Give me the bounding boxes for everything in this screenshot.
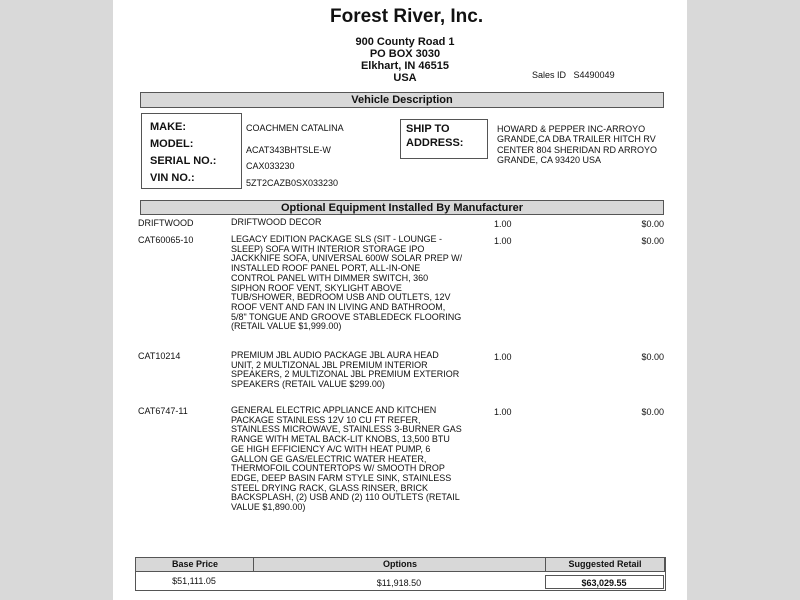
vin-value: 5ZT2CAZB0SX033230	[246, 178, 339, 188]
base-price-value: $51,111.05	[172, 576, 216, 586]
item-code: CAT6747-11	[138, 406, 188, 416]
address-label: ADDRESS:	[406, 137, 464, 149]
item-qty: 1.00	[494, 236, 512, 246]
options-header: Options	[253, 557, 547, 572]
retail-value-box	[545, 575, 664, 589]
model-label: MODEL:	[150, 138, 194, 150]
item-code: DRIFTWOOD	[138, 218, 194, 228]
item-description: LEGACY EDITION PACKAGE SLS (SIT - LOUNGE - SLEEP) SOFA WITH INTERIOR STORAGE IPO JACKKNIFE SOFA, UNIVERSAL 600W SOLAR PREP W/ INSTALLED ROOF PANEL PORT, ALL-IN-ONE CONTROL PANEL WITH DIMMER SWITCH, 360 SIPHON ROOF VENT, SKYLIGHT ABOVE TUB/SHOWER, BEDROOM USB AND OUTLETS, 12V ROOF VENT AND FAN IN LIVING AND BATHROOM, 5/8" TONGUE AND GROOVE STABLEDECK FLOORING (RETAIL VALUE $1,999.00)	[231, 234, 463, 332]
item-description: PREMIUM JBL AUDIO PACKAGE JBL AURA HEAD UNIT, 2 MULTIZONAL JBL PREMIUM INTERIOR SPEAKERS, 2 MULTIZONAL JBL PREMIUM EXTERIOR SPEAKERS (RETAIL VALUE $299.00)	[231, 350, 460, 390]
address-line-3: Elkhart, IN 46515	[360, 60, 450, 72]
options-value: $11,918.50	[376, 578, 422, 588]
serial-label: SERIAL NO.:	[150, 155, 217, 167]
serial-value: CAX033230	[246, 161, 295, 171]
address-line-4: USA	[393, 72, 417, 84]
ship-to-label: SHIP TO	[406, 123, 450, 135]
item-price: $0.00	[641, 236, 664, 246]
item-qty: 1.00	[494, 407, 512, 417]
sales-id-value: S4490049	[573, 70, 615, 80]
item-price: $0.00	[641, 407, 664, 417]
make-value: COACHMEN CATALINA	[246, 123, 344, 133]
item-price: $0.00	[641, 219, 664, 229]
item-qty: 1.00	[494, 219, 512, 229]
suggested-retail-value: $63,029.55	[581, 578, 627, 588]
make-label: MAKE:	[150, 121, 187, 133]
company-name: Forest River, Inc.	[330, 6, 484, 27]
item-code: CAT60065-10	[138, 235, 194, 245]
base-price-header: Base Price	[135, 557, 255, 572]
suggested-retail-header: Suggested Retail	[545, 557, 665, 572]
item-qty: 1.00	[494, 352, 512, 362]
address-line-2: PO BOX 3030	[369, 48, 441, 60]
item-price: $0.00	[641, 352, 664, 362]
vehicle-description-heading: Vehicle Description	[140, 92, 664, 108]
sales-id-label: Sales ID	[532, 70, 567, 80]
item-description: GENERAL ELECTRIC APPLIANCE AND KITCHEN PACKAGE STAINLESS 12V 10 CU FT REFER, STAINLESS MICROWAVE, STAINLESS 3-BURNER GAS RANGE WITH METAL BACK-LIT KNOBS, 13,500 BTU GE HIGH EFFICIENCY A/C WITH HEAT PUMP, 6 GALLON GE GAS/ELECTRIC WATER HEATER, THERMOFOIL COUNTERTOPS W/ SMOOTH DROP EDGE, DEEP BASIN FARM STYLE SINK, STAINLESS STEEL DRYING RACK, GLASS RINSER, BRICK BACKSPLASH, (2) USB AND (2) 110 OUTLETS (RETAIL VALUE $1,890.00)	[231, 405, 462, 513]
ship-to-address: HOWARD & PEPPER INC-ARROYO GRANDE,CA DBA TRAILER HITCH RV CENTER 804 SHERIDAN RD ARROYO GRANDE, CA 93420 USA	[497, 124, 658, 166]
optional-equipment-heading: Optional Equipment Installed By Manufacturer	[140, 200, 664, 215]
vin-label: VIN NO.:	[150, 172, 195, 184]
address-line-1: 900 County Road 1	[355, 36, 455, 48]
sales-id	[532, 70, 615, 80]
model-value: ACAT343BHTSLE-W	[246, 145, 331, 155]
item-description: DRIFTWOOD DECOR	[231, 217, 322, 227]
item-code: CAT10214	[138, 351, 181, 361]
